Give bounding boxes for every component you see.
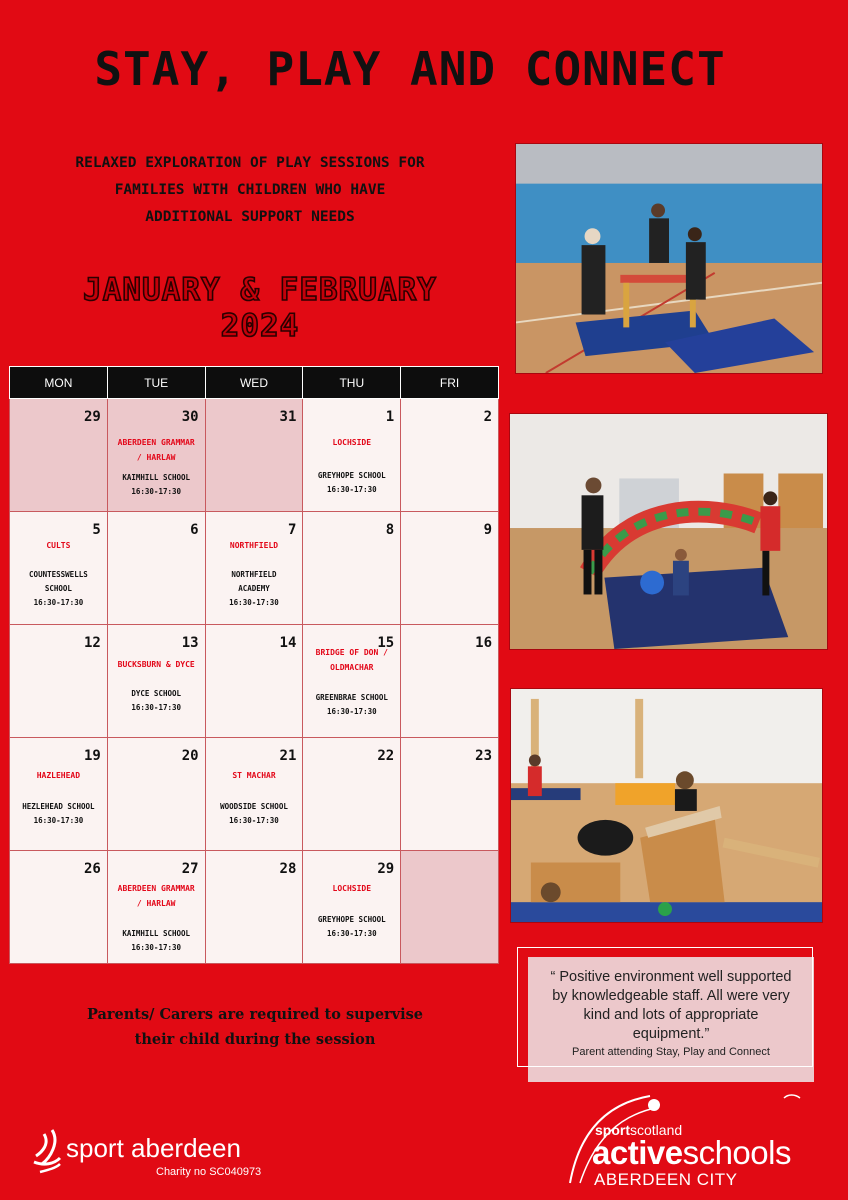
day-number: 31 [279,409,297,425]
session-area-line: CULTS [46,541,71,550]
session-location [14,568,103,610]
calendar-week [10,399,499,512]
calendar-day-cell [205,738,303,851]
calendar-day-cell [10,851,108,964]
session-area [210,538,299,553]
photo-illustration [510,414,827,649]
calendar-header-row [10,367,499,399]
calendar-day-cell [107,512,205,625]
header-fri: FRI [401,367,499,399]
session-area [112,435,201,465]
session-area [112,657,201,672]
session-area-line: ABERDEEN GRAMMAR [117,438,195,447]
session-school: KAIMHILL SCHOOL [122,473,191,482]
day-number: 21 [279,748,297,764]
calendar-week [10,851,499,964]
photo-sports-hall-bench [515,143,823,374]
session-area [307,881,396,896]
day-number: 6 [190,522,199,538]
active-bold: active [592,1134,683,1171]
session-time: 16:30-17:30 [131,703,182,712]
page-title: STAY, PLAY AND CONNECT [94,42,726,96]
calendar-week [10,738,499,851]
calendar-day-cell [205,399,303,512]
day-number: 16 [475,635,492,651]
session-time: 16:30-17:30 [326,707,377,716]
calendar-day-cell [107,625,205,738]
day-number: 19 [83,748,101,764]
calendar-day-cell [205,625,303,738]
session-area-line: HAZLEHEAD [36,771,81,780]
sportscotland-rest: scotland [630,1122,683,1138]
session-area-line: ST MACHAR [232,771,276,780]
calendar-day-cell [10,738,108,851]
session-location [307,691,396,719]
session-school: COUNTESSWELLS [29,570,88,579]
session-area [112,881,201,911]
calendar-day-cell [401,851,499,964]
session-area [307,435,396,450]
session-time: 16:30-17:30 [33,816,84,825]
session-school: WOODSIDE SCHOOL [220,802,288,811]
calendar-day-cell [303,399,401,512]
photo-illustration [516,144,822,373]
session-school: SCHOOL [44,584,72,593]
sportscotland-bold: sport [595,1122,630,1138]
calendar-week [10,512,499,625]
day-number: 29 [83,409,101,425]
header-thu: THU [303,367,401,399]
session-area-line: LOCHSIDE [332,438,372,447]
calendar-day-cell [401,625,499,738]
day-number: 13 [181,635,199,651]
session-area-line: LOCHSIDE [332,884,372,893]
calendar-day-cell [10,399,108,512]
session-area [307,645,396,675]
session-time: 16:30-17:30 [33,598,84,607]
session-area-line: BRIDGE OF DON / [315,648,388,657]
calendar-day-cell [10,512,108,625]
testimonial-source: Parent attending Stay, Play and Connect [572,1046,770,1058]
session-time: 16:30-17:30 [131,487,182,496]
session-location [112,471,201,499]
quote-line: “ Positive environment well supported [550,969,792,985]
day-number: 7 [287,522,297,538]
session-school: GREENBRAE SCHOOL [315,693,388,702]
month-year: 2024 [220,308,300,344]
session-school: NORTHFIELD [231,570,277,579]
month-names: JANUARY & FEBRUARY [83,272,437,308]
subtitle-line: FAMILIES WITH CHILDREN WHO HAVE [114,182,386,198]
calendar-day-cell [401,512,499,625]
day-number: 23 [475,748,492,764]
day-number: 15 [377,635,395,651]
day-number: 2 [483,409,492,425]
session-school: DYCE SCHOOL [131,689,182,698]
session-calendar [9,366,499,964]
session-area [14,538,103,553]
day-number: 12 [83,635,101,651]
calendar-day-cell [303,625,401,738]
session-location [307,913,396,941]
day-number: 8 [385,522,395,538]
quote-line: equipment.” [632,1026,710,1042]
session-area-line: ABERDEEN GRAMMAR [117,884,195,893]
session-school: GREYHOPE SCHOOL [317,915,386,924]
session-school: GREYHOPE SCHOOL [317,471,386,480]
header-tue: TUE [107,367,205,399]
session-area-line: / HARLAW [136,453,176,462]
session-school: KAIMHILL SCHOOL [122,929,191,938]
photo-play-tunnel [509,413,828,650]
header-mon: MON [10,367,108,399]
session-school: ACADEMY [238,584,270,593]
session-time: 16:30-17:30 [229,598,279,607]
month-heading [20,272,500,344]
session-location [210,800,299,828]
day-number: 14 [279,635,297,651]
quote-line: kind and lots of appropriate [583,1007,759,1023]
active-schools-wordmark [592,1134,791,1172]
sport-aberdeen-name: sport aberdeen [66,1133,241,1163]
session-area [210,768,299,783]
session-area-line: OLDMACHAR [330,663,374,672]
calendar-day-cell [205,512,303,625]
schools-rest: schools [682,1134,791,1171]
calendar-day-cell [401,738,499,851]
day-number: 5 [92,522,101,538]
day-number: 26 [83,861,101,877]
calendar-day-cell [107,851,205,964]
subtitle [40,150,460,231]
session-area-line: NORTHFIELD [229,541,279,550]
day-number: 30 [181,409,199,425]
calendar-day-cell [205,851,303,964]
quote-line: by knowledgeable staff. All were very [552,988,790,1004]
note-line: their child during the session [134,1031,376,1048]
session-time: 16:30-17:30 [131,943,182,952]
session-area-line: BUCKSBURN & DYCE [117,660,195,669]
aberdeen-city-label: ABERDEEN CITY [594,1170,738,1189]
day-number: 1 [385,409,395,425]
header-wed: WED [205,367,303,399]
session-time: 16:30-17:30 [326,485,377,494]
charity-number: Charity no SC040973 [156,1166,262,1178]
session-location [112,687,201,715]
calendar-day-cell [303,851,401,964]
calendar-day-cell [401,399,499,512]
calendar-day-cell [10,625,108,738]
session-school: HEZLEHEAD SCHOOL [22,802,95,811]
calendar-week [10,625,499,738]
day-number: 20 [181,748,199,764]
photo-vaulting-box [510,688,823,923]
session-location [14,800,103,828]
day-number: 28 [279,861,297,877]
session-location [112,927,201,955]
calendar-day-cell [303,512,401,625]
session-area-line: / HARLAW [136,899,176,908]
subtitle-line: RELAXED EXPLORATION OF PLAY SESSIONS FOR [75,155,425,171]
calendar-day-cell [107,399,205,512]
note-line: Parents/ Carers are required to supervise [86,1006,424,1023]
session-location [210,568,299,610]
calendar-day-cell [303,738,401,851]
day-number: 22 [377,748,395,764]
testimonial-quote [532,968,810,1044]
session-time: 16:30-17:30 [229,816,279,825]
session-location [307,469,396,497]
session-time: 16:30-17:30 [326,929,377,938]
photo-illustration [511,689,822,922]
subtitle-line: ADDITIONAL SUPPORT NEEDS [145,209,355,225]
supervision-note [50,1002,460,1052]
session-area [14,768,103,783]
day-number: 29 [377,861,395,877]
day-number: 9 [483,522,492,538]
calendar-day-cell [107,738,205,851]
day-number: 27 [181,861,199,877]
